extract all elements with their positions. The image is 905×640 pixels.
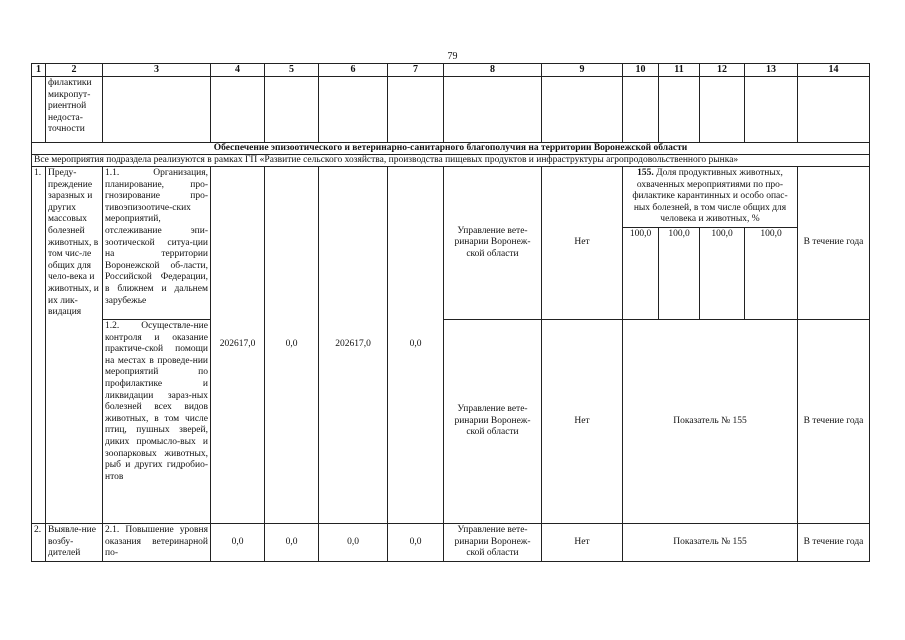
col-number: 14 (798, 64, 870, 77)
indicator-ref: Показатель № 155 (623, 319, 798, 523)
section-note-row (32, 155, 870, 167)
col-number: 5 (265, 64, 319, 77)
row-number: 2. (32, 523, 46, 561)
col-number: 4 (211, 64, 265, 77)
col-number: 11 (659, 64, 700, 77)
term: В течение года (798, 319, 870, 523)
funding-federal: 0,0 (265, 523, 319, 561)
funding-other: 0,0 (388, 167, 444, 524)
indicator-number: 155. (637, 168, 654, 178)
funding-regional: 202617,0 (319, 167, 388, 524)
funding-total: 0,0 (211, 523, 265, 561)
indicator-value: 100,0 (623, 227, 659, 319)
section-note: Все мероприятия подраздела реализуются в рамках ГП «Развитие сельского хозяйства, производства пищевых продуктов и инфраструктуры агропродовольственного рынка» (32, 155, 870, 167)
funding-other: 0,0 (388, 523, 444, 561)
activity-name: Преду-преждение заразных и других массовых болезней животных, в том чис-ле общих для чело-века и животных, и их лик-видация (46, 167, 103, 524)
indicator-ref: Показатель № 155 (623, 523, 798, 561)
row-2 (32, 523, 870, 561)
indicator-value: 100,0 (700, 227, 745, 319)
col-number: 9 (542, 64, 623, 77)
continuation-row (32, 77, 870, 143)
indicator-text: Доля продуктивных животных, охваченных мероприятиями по про-филактике карантинных и особо опас-ных болезней, в том числе общих для человека и животных, % (632, 168, 788, 225)
page-number: 79 (447, 51, 458, 62)
indicator-heading (623, 167, 798, 228)
indicator-value: 100,0 (659, 227, 700, 319)
activity-name: Выявле-ние возбу-дителей (46, 523, 103, 561)
funding-federal: 0,0 (265, 167, 319, 524)
row-number: 1. (32, 167, 46, 524)
col-number: 6 (319, 64, 388, 77)
funding-total: 202617,0 (211, 167, 265, 524)
term: В течение года (798, 523, 870, 561)
executor: Управление вете-ринарии Воронеж-ской области (444, 167, 542, 320)
executor: Управление вете-ринарии Воронеж-ской области (444, 523, 542, 561)
col-number: 2 (46, 64, 103, 77)
col-number: 1 (32, 64, 46, 77)
section-title: Обеспечение эпизоотического и ветеринарно-санитарного благополучия на территории Воронежской области (32, 143, 870, 155)
continuation-text: филактики микропут-риентной недоста-точности (46, 77, 103, 143)
column-numbers-row (32, 64, 870, 77)
sub-activity-text: 1.2. Осуществле-ние контроля и оказание практиче-ской помощи на местах в проведе-нии мероприятий по профилактике и ликвидации зараз-ных болезней всех видов животных, в том числе птиц, пушных зверей, диких промысло-вых и зоопарковых животных, рыб и других гидробио-нтов (103, 319, 211, 523)
sub-activity-text: 2.1. Повышение уровня оказания ветеринарной по- (103, 523, 211, 561)
col-number: 7 (388, 64, 444, 77)
col9-value: Нет (542, 523, 623, 561)
col-number: 3 (103, 64, 211, 77)
funding-regional: 0,0 (319, 523, 388, 561)
col-number: 10 (623, 64, 659, 77)
col-number: 12 (700, 64, 745, 77)
col9-value: Нет (542, 319, 623, 523)
section-title-row (32, 143, 870, 155)
sub-activity-text: 1.1. Организация, планирование, про-гнозирование про-тивоэпизоотиче-ских мероприятий, отслеживание эпи-зоотической ситуа-ции на территории Воронежской об-ласти, Российской Федерации, в ближнем и дальнем зарубежье (103, 167, 211, 320)
row-1-1a (32, 167, 870, 228)
row-1-2 (32, 319, 870, 523)
executor: Управление вете-ринарии Воронеж-ской области (444, 319, 542, 523)
program-table (31, 63, 870, 562)
col-number: 8 (444, 64, 542, 77)
col9-value: Нет (542, 167, 623, 320)
term: В течение года (798, 167, 870, 320)
col-number: 13 (745, 64, 798, 77)
indicator-value: 100,0 (745, 227, 798, 319)
